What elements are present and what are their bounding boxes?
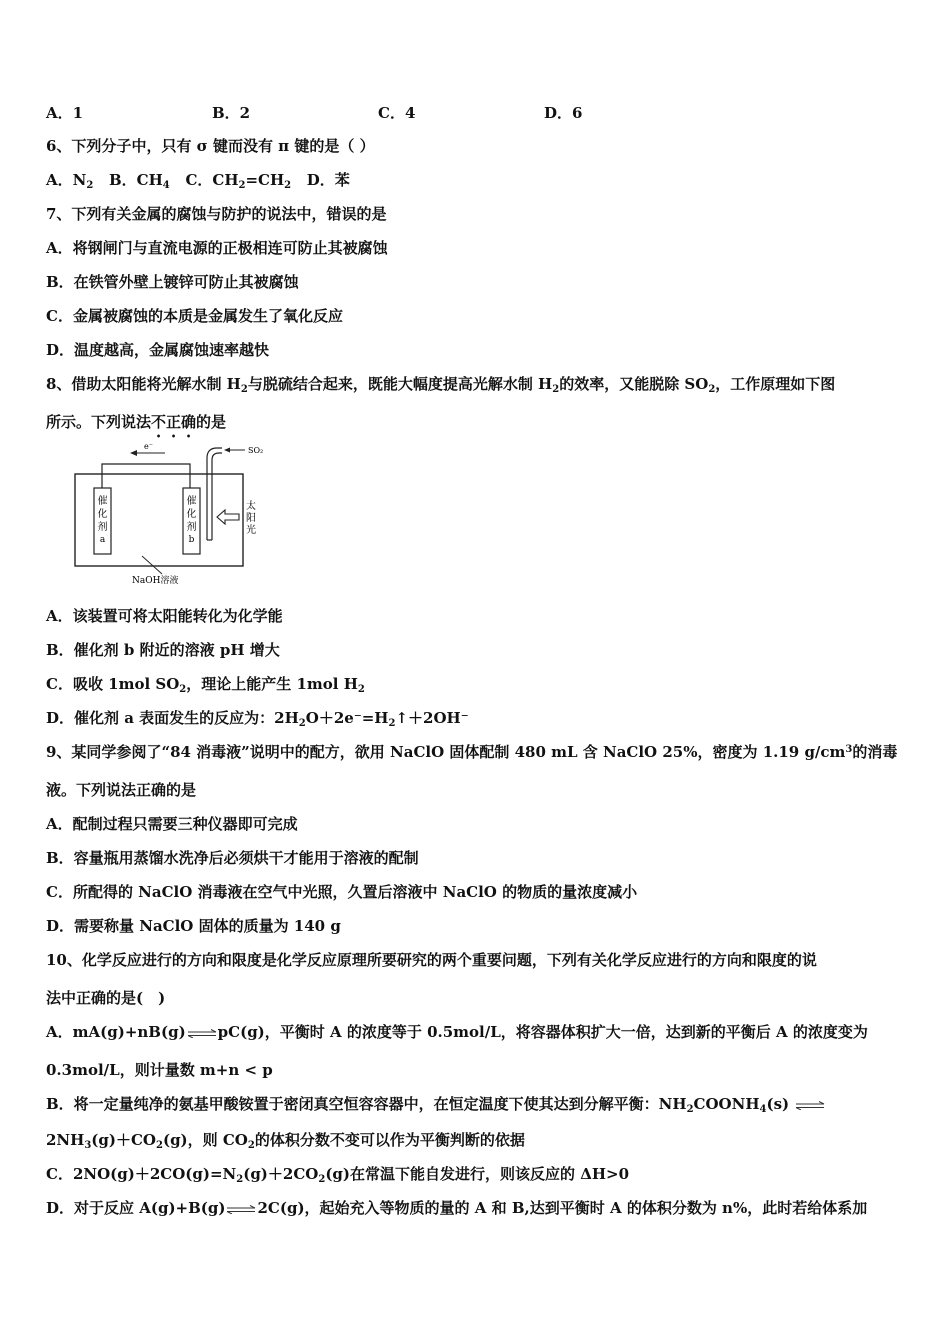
catalyst-a-char: 催: [97, 496, 108, 507]
q10-option-a-line2: 0.3mol/L，则计量数 m+n < p: [46, 1061, 273, 1079]
q5-option-a: A．1: [46, 104, 84, 122]
q8-option-b: B．催化剂 b 附近的溶液 pH 增大: [46, 641, 280, 659]
equilibrium-arrow: [187, 1029, 217, 1038]
q9-option-c: C．所配得的 NaClO 消毒液在空气中光照，久置后溶液中 NaClO 的物质的量浓度减小: [46, 883, 638, 901]
q7-option-b: B．在铁管外壁上镀锌可防止其被腐蚀: [46, 273, 299, 291]
q7-option-d: D．温度越高，金属腐蚀速率越快: [46, 341, 270, 359]
q8-option-d: D．催化剂 a 表面发生的反应为：$2H_2O+2e^-=H_2↑+2OH^-$: [46, 709, 469, 729]
q10-stem-line1: 10、化学反应进行的方向和限度是化学反应原理所要研究的两个重要问题，下列有关化学反应进行的方向和限度的说: [46, 951, 817, 969]
q7-option-c: C．金属被腐蚀的本质是金属发生了氧化反应: [46, 307, 343, 325]
q5-option-b: B．2: [212, 104, 251, 122]
external-wire: [102, 464, 190, 488]
equilibrium-arrow: [226, 1205, 256, 1214]
q10-option-b-line2: $2NH_3(g)+CO_2(g)$，则 $CO_2$的体积分数不变可以作为平衡判断的依据: [46, 1131, 525, 1151]
catalyst-a-char: 化: [97, 509, 108, 520]
q10-option-d: D．对于反应 A(g)+B(g) 2C(g)，起始充入等物质的量的 A 和 B,达到平衡时 A 的体积分数为 n%，此时若给体系加: [46, 1199, 868, 1217]
q9-option-b: B．容量瓶用蒸馏水洗净后必须烘干才能用于溶液的配制: [46, 849, 419, 867]
catalyst-b-char: 催: [186, 496, 197, 507]
q10-option-b-line1: B．将一定量纯净的氨基甲酸铵置于密闭真空恒容容器中，在恒定温度下使其达到分解平衡：$NH_2COONH_4(s)$: [46, 1094, 826, 1114]
emphasis-text: 不正确: [151, 413, 197, 431]
q9-stem-line1: 9、某同学参阅了“84 消毒液”说明中的配方，欲用 NaClO 固体配制 480 mL 含 NaClO 25%，密度为 1.19 $g/cm^3$的消毒: [46, 743, 898, 761]
naoh-pointer: [142, 556, 162, 574]
catalyst-a-char: a: [99, 535, 106, 545]
sunlight-char: 光: [246, 525, 256, 536]
q8-option-c: C．吸收 1mol $SO_2$，理论上能产生 1mol $H_2$: [46, 675, 365, 695]
sunlight-char: 阳: [246, 513, 256, 524]
q8-stem-line2: 所示。下列说法不正确的是: [46, 413, 227, 431]
equilibrium-arrow: [795, 1101, 825, 1110]
catalyst-b-char: 剂: [186, 522, 197, 533]
q5-option-c: C．4: [378, 104, 416, 122]
q5-option-d: D．6: [544, 104, 583, 122]
q9-stem-line2: 液。下列说法正确的是: [46, 781, 197, 799]
q9-option-a: A．配制过程只需要三种仪器即可完成: [46, 815, 298, 833]
naoh-label: NaOH溶液: [132, 576, 179, 586]
gas-tube: [207, 448, 222, 540]
catalyst-b-char: b: [188, 535, 195, 545]
q7-option-a: A．将钢闸门与直流电源的正极相连可防止其被腐蚀: [46, 239, 388, 257]
sunlight-char: 太: [246, 501, 256, 512]
so2-label: SO₂: [248, 446, 264, 455]
q9-option-d: D．需要称量 NaClO 固体的质量为 140 g: [46, 917, 341, 935]
catalyst-a-char: 剂: [97, 522, 108, 533]
q7-stem: 7、下列有关金属的腐蚀与防护的说法中，错误的是: [46, 205, 387, 223]
q10-stem-line2: 法中正确的是( ): [46, 989, 166, 1007]
q10-option-a-line1: A．mA(g)+nB(g) pC(g)，平衡时 A 的浓度等于 0.5mol/L，将容器体积扩大一倍，达到新的平衡后 A 的浓度变为: [46, 1023, 868, 1041]
q8-stem-line1: 8、借助太阳能将光解水制 $H_2$与脱硫结合起来，既能大幅度提高光解水制 $H_2$的效率，又能脱除 $SO_2$，工作原理如下图: [46, 375, 836, 395]
q6-stem: 6、下列分子中，只有 σ 键而没有 π 键的是（ ）: [46, 137, 375, 155]
electrolysis-diagram: [70, 440, 290, 590]
sunlight-arrow: [217, 510, 239, 524]
q8-option-a: A．该装置可将太阳能转化为化学能: [46, 607, 283, 625]
q10-option-c: C．$2NO(g)+2CO(g)=N_2(g)+2CO_2(g)$在常温下能自发进行，则该反应的 ΔH>0: [46, 1165, 630, 1185]
catalyst-b-char: 化: [186, 509, 197, 520]
electron-label: e⁻: [144, 442, 153, 451]
q6-options: A．$N_2$ B．$CH_4$ C．$CH_2=CH_2$ D．苯: [46, 171, 350, 191]
